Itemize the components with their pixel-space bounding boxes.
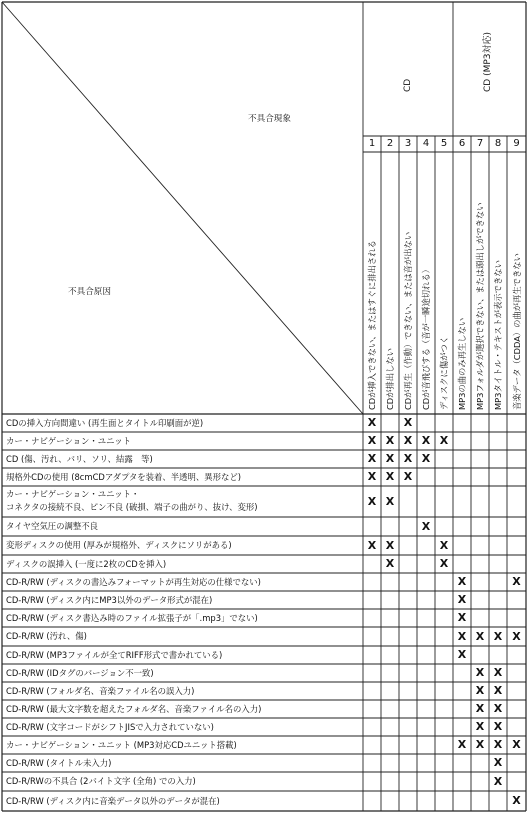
row-label: 変形ディスクの使用 (厚みが規格外、ディスクにソリがある) [6,540,232,550]
mark-x: X [457,593,467,606]
column-label: CDが挿入できない、またはすぐに排出される [367,240,377,410]
row-label: CD-R/RW (ディスク内に音楽データ以外のデータが混在) [6,796,220,806]
mark-x: X [403,470,413,483]
mark-x: X [421,434,431,447]
phenomenon-header: 不具合現象 [248,114,291,124]
mark-x: X [457,738,467,751]
row-label: CD-R/RW (最大文字数を超えたフォルダ名、音楽ファイル名の入力) [6,704,262,714]
mark-x: X [367,452,377,465]
mark-x: X [475,738,485,751]
mark-x: X [493,756,503,769]
mark-x: X [457,629,467,643]
column-label: MP3タイトル・テキストが表示できない [493,260,503,410]
column-number: 4 [422,138,430,149]
mark-x: X [403,416,413,429]
row-label: ディスクの誤挿入 (一度に2枚のCDを挿入) [6,559,167,569]
mark-x: X [493,774,503,788]
mark-x: X [385,557,395,570]
row-label: 規格外CDの使用 (8cmCDアダプタを装着、半透明、異形など) [6,472,241,482]
mark-x: X [512,629,521,643]
row-label: CD-R/RW (ディスク書込み時のファイル拡張子が「.mp3」でない) [6,613,258,623]
mark-x: X [457,611,467,624]
row-label: CD-R/RW (IDタグのバージョン不一致) [6,668,154,678]
mark-x: X [367,494,377,508]
mark-x: X [385,494,395,508]
column-number: 5 [440,138,448,149]
mark-x: X [403,434,413,447]
column-label: MP3の曲のみ再生しない [457,317,467,410]
mark-x: X [493,666,503,679]
row-label: CD (傷、汚れ、バリ、ソリ、結露 等) [6,454,153,464]
mark-x: X [475,684,485,697]
mark-x: X [475,629,485,643]
mark-x: X [457,575,467,588]
cause-header: 不具合原因 [68,287,111,297]
column-label: MP3フォルダが選択できない、または頭出しができない [475,202,485,410]
mark-x: X [385,470,395,483]
mark-x: X [385,434,395,447]
row-label: タイヤ空気圧の調整不良 [6,521,98,531]
mark-x: X [421,452,431,465]
row-label: CD-R/RW (ディスク内にMP3以外のデータ形式が混在) [6,595,213,605]
mark-x: X [421,519,431,533]
mark-x: X [512,575,521,588]
mark-x: X [493,702,503,715]
column-number: 2 [386,138,394,149]
row-label: カー・ナビゲーション・ユニット・ コネクタの接続不良、ピン不良 (破損、端子の曲がり、抜け、変形) [6,489,258,512]
column-number: 6 [458,138,466,149]
mark-x: X [367,538,377,552]
column-label: CDが排出しない [385,348,395,410]
column-label: ディスクに傷がつく [439,335,449,410]
mark-x: X [367,416,377,429]
row-label: CD-R/RW (汚れ、傷) [6,631,87,641]
mark-x: X [512,794,521,807]
group-cd-label: CD [403,78,413,92]
row-label: CD-R/RW (フォルダ名、音楽ファイル名の誤入力) [6,686,195,696]
mark-x: X [367,434,377,447]
mark-x: X [439,434,449,447]
column-number: 1 [368,138,376,149]
header-diagonal [2,2,363,414]
mark-x: X [493,720,503,733]
mark-x: X [367,470,377,483]
mark-x: X [439,557,449,570]
mark-x: X [385,538,395,552]
column-label: 音楽データ（CDDA）の曲が再生できない [511,253,522,410]
mark-x: X [493,629,503,643]
column-number: 7 [476,138,484,149]
row-label: CD-R/RW (MP3ファイルが全てRIFF形式で書かれている) [6,650,223,660]
row-label: CD-R/RW (文字コードがシフトJISで入力されていない) [6,722,214,732]
column-number: 9 [513,138,520,149]
mark-x: X [475,720,485,733]
row-label: CD-R/RW (ディスクの書込みフォーマットが再生対応の仕様でない) [6,577,261,587]
mark-x: X [385,452,395,465]
mark-x: X [439,538,449,552]
mark-x: X [493,738,503,751]
row-label: CDの挿入方向間違い (再生面とタイトル印刷面が逆) [6,418,204,428]
mark-x: X [475,702,485,715]
mark-x: X [457,648,467,661]
row-label: カー・ナビゲーション・ユニット [6,436,131,446]
group-mp3-label: CD (MP3対応) [483,31,493,92]
row-label: カー・ナビゲーション・ユニット (MP3対応CDユニット搭載) [6,740,237,750]
row-label: CD-R/RWの不具合 (2バイト文字 (全角) での入力) [6,776,196,786]
mark-x: X [403,452,413,465]
column-number: 8 [494,138,502,149]
column-label: CDが再生（作動）できない、または音が出ない [403,231,413,410]
mark-x: X [475,666,485,679]
column-label: CDが音飛びする（音が一瞬途切れる） [421,265,431,410]
row-label: CD-R/RW (タイトル未入力) [6,758,112,768]
mark-x: X [512,738,521,751]
column-number: 3 [404,138,412,149]
mark-x: X [493,684,503,697]
